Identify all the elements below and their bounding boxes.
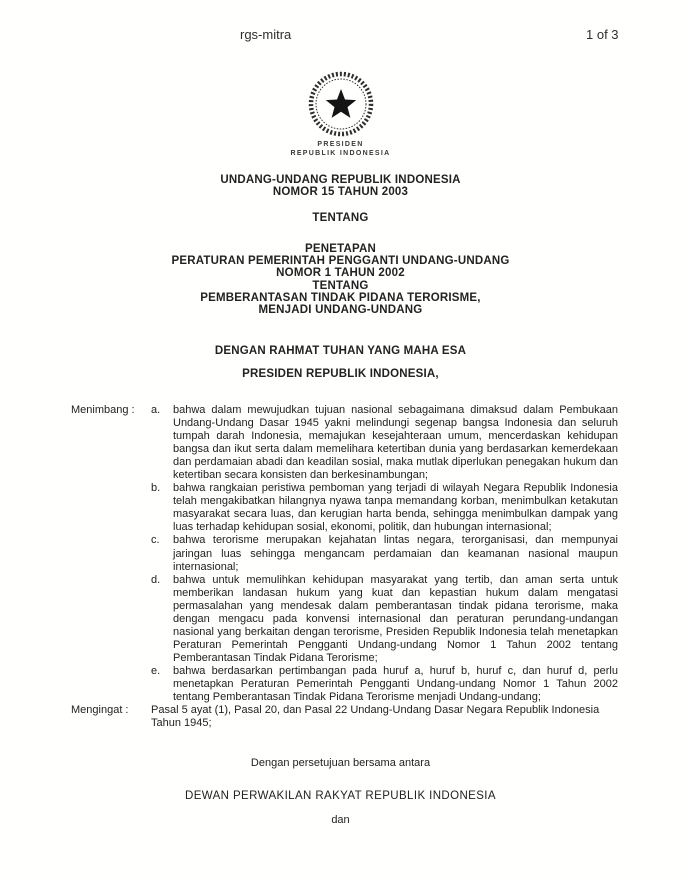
considering-label: Menimbang :: [71, 404, 135, 416]
invocation-line: DENGAN RAHMAT TUHAN YANG MAHA ESA: [214, 345, 467, 357]
subject-line-5: PEMBERANTASAN TINDAK PIDANA TERORISME,: [200, 291, 481, 304]
issuer-line: PRESIDEN REPUBLIK INDONESIA,: [242, 368, 439, 380]
law-subject-block: [0, 243, 681, 316]
item-letter: a.: [151, 404, 161, 416]
star-wreath-seal-icon: [0, 71, 681, 137]
and-line: dan: [331, 814, 350, 826]
consideration-item-c: [71, 534, 618, 573]
seal-caption-line1: PRESIDEN: [317, 141, 364, 148]
item-letter: b.: [151, 482, 161, 495]
item-letter: c.: [151, 534, 160, 547]
consideration-item-e: [71, 665, 618, 704]
law-title-line: UNDANG-UNDANG REPUBLIK INDONESIA: [220, 174, 461, 186]
subject-line-3: NOMOR 1 TAHUN 2002: [276, 267, 405, 280]
consideration-item-d: [71, 574, 618, 665]
subject-line-1: PENETAPAN: [304, 243, 377, 255]
legal-basis-row: [71, 704, 618, 730]
page-header-note: rgs-mitra: [240, 27, 292, 42]
law-title-block: [0, 174, 681, 198]
legal-basis-label: Mengingat :: [71, 704, 129, 717]
subject-line-4: TENTANG: [312, 279, 369, 292]
seal-caption: [0, 140, 681, 158]
legal-basis-text: Pasal 5 ayat (1), Pasal 20, dan Pasal 22 Undang-Undang Dasar Negara Republik Indonesia Tahun 1945;: [151, 704, 600, 730]
subject-line-2: PERATURAN PEMERINTAH PENGGANTI UNDANG-UNDANG: [171, 255, 510, 268]
item-text: bahwa dalam mewujudkan tujuan nasional sebagaimana dimaksud dalam Pembukaan Undang-Undang Dasar 1945 yakni melindungi segenap bangsa Indonesia dan seluruh tumpah darah Indonesia, memajukan kesejahteraan umum, mencerdaskan kehidupan bangsa dan ikut serta dalam memelihara ketertiban dunia yang berdasarkan kemerdekaan dan perdamaian abadi dan keadilan sosial, maka mutlak diperlukan penegakan hukum dan ketertiban secara konsisten dan berkesinambungan;: [173, 404, 618, 482]
subject-line-6: MENJADI UNDANG-UNDANG: [258, 304, 423, 317]
consideration-item-b: [71, 482, 618, 534]
parliament-name-line: DEWAN PERWAKILAN RAKYAT REPUBLIK INDONESIA: [185, 790, 496, 802]
joint-approval-line: Dengan persetujuan bersama antara: [250, 757, 431, 769]
preamble-body: [71, 404, 618, 730]
item-text: bahwa terorisme merupakan kejahatan lintas negara, terorganisasi, dan mempunyai jaringan luas sehingga mengancam perdamaian dan keamanan nasional maupun internasional;: [173, 534, 618, 573]
page-number-indicator: 1 of 3: [586, 27, 619, 42]
item-text: bahwa rangkaian peristiwa pemboman yang terjadi di wilayah Negara Republik Indonesia telah mengakibatkan hilangnya nyawa tanpa memandang korban, menimbulkan ketakutan masyarakat secara luas, dan kerugian harta benda, sehingga menimbulkan dampak yang luas terhadap kehidupan sosial, ekonomi, politik, dan hubungan internasional;: [173, 482, 618, 534]
law-number-line: NOMOR 15 TAHUN 2003: [272, 186, 409, 199]
seal-caption-line2: REPUBLIK INDONESIA: [290, 150, 391, 157]
tentang-heading: TENTANG: [312, 212, 369, 224]
item-letter: e.: [151, 664, 161, 677]
item-text: bahwa berdasarkan pertimbangan pada huruf a, huruf b, huruf c, dan huruf d, perlu menetapkan Peraturan Pemerintah Pengganti Undang-undang Nomor 1 Tahun 2002 tentang Pemberantasan Tindak Pidana Terorisme menjadi Undang-undang;: [173, 664, 618, 704]
item-text: bahwa untuk memulihkan kehidupan masyarakat yang tertib, dan aman serta untuk memberikan landasan hukum yang kuat dan kepastian hukum dalam mengatasi permasalahan yang mendesak dalam pemberantasan tindak pidana terorisme, maka dengan mengacu pada konvensi internasional dan peraturan perundang-undangan nasional yang berkaitan dengan terorisme, Presiden Republik Indonesia telah menetapkan Peraturan Pemerintah Pengganti Undang-undang Nomor 1 Tahun 2002 tentang Pemberantasan Tindak Pidana Terorisme;: [173, 573, 618, 664]
consideration-item-a: [71, 404, 618, 482]
presidential-seal: [0, 71, 681, 158]
item-letter: d.: [151, 573, 161, 586]
